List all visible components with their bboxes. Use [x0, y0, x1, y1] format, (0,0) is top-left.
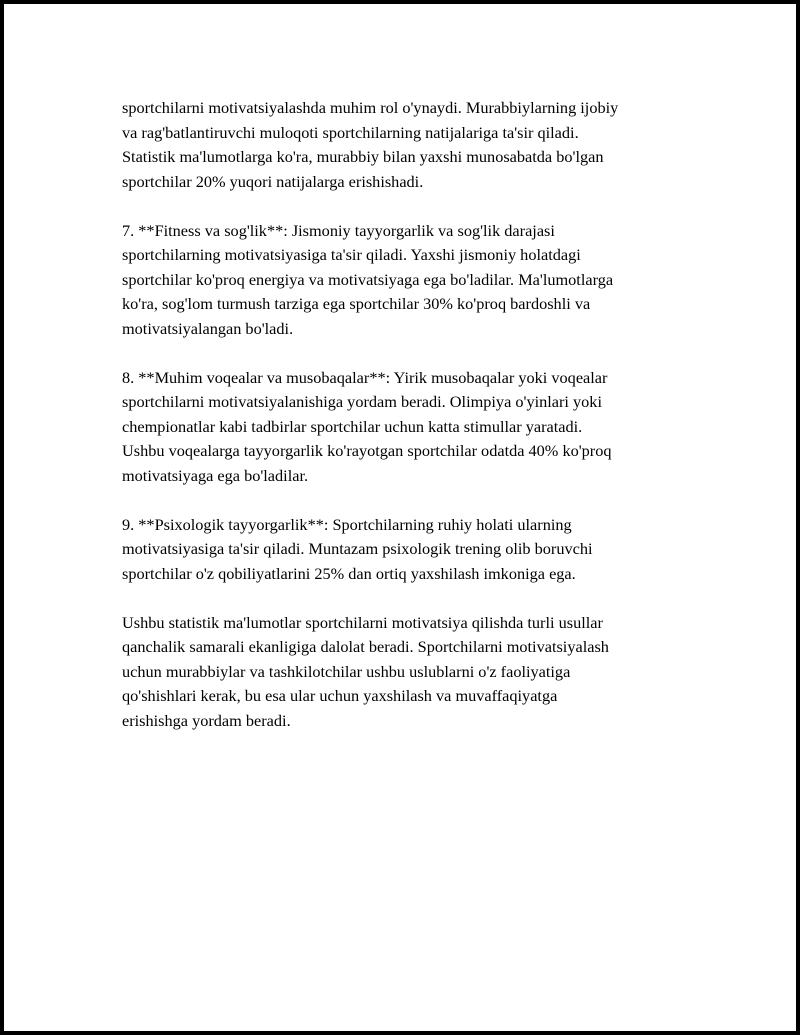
paragraph-events-competitions: 8. **Muhim voqealar va musobaqalar**: Yirik musobaqalar yoki voqealar sportchilarni motivatsiyalanishiga yordam beradi. Olimpiya o'yinlari yoki chempionatlar kabi tadbirlar sportchilar uchun katta stimullar yaratadi. Ushbu voqealarga tayyorgarlik ko'rayotgan sportchilar odatda 40% ko'proq motivatsiyaga ega bo'ladilar. [122, 367, 612, 485]
paragraph-conclusion: Ushbu statistik ma'lumotlar sportchilarni motivatsiya qilishda turli usullar qanchalik samarali ekanligiga dalolat beradi. Sportchilarni motivatsiyalash uchun murabbiylar va tashkilotchilar ushbu uslublarni o'z faoliyatiga qo'shishlari kerak, bu esa ular uchun yaxshilash va muvaffaqiyatga erishishga yordam beradi. [122, 612, 609, 730]
paragraph-psychological-preparation: 9. **Psixologik tayyorgarlik**: Sportchilarning ruhiy holati ularning motivatsiyasiga ta'sir qiladi. Muntazam psixologik trening olib boruvchi sportchilar o'z qobiliyatlarini 25% dan ortiq yaxshilash imkoniga ega. [122, 514, 593, 583]
document-body [122, 96, 682, 758]
paragraph-coach-communication: sportchilarni motivatsiyalashda muhim rol o'ynaydi. Murabbiylarning ijobiy va rag'batlantiruvchi muloqoti sportchilarning natijalariga ta'sir qiladi. Statistik ma'lumotlarga ko'ra, murabbiy bilan yaxshi munosabatda bo'lgan sportchilar 20% yuqori natijalarga erishishadi. [122, 98, 619, 191]
paragraph-fitness-health: 7. **Fitness va sog'lik**: Jismoniy tayyorgarlik va sog'lik darajasi sportchilarning motivatsiyasiga ta'sir qiladi. Yaxshi jismoniy holatdagi sportchilar ko'proq energiya va motivatsiyaga ega bo'ladilar. Ma'lumotlarga ko'ra, sog'lom turmush tarziga ega sportchilar 30% ko'proq bardoshli va motivatsiyalangan bo'ladi. [122, 220, 614, 338]
